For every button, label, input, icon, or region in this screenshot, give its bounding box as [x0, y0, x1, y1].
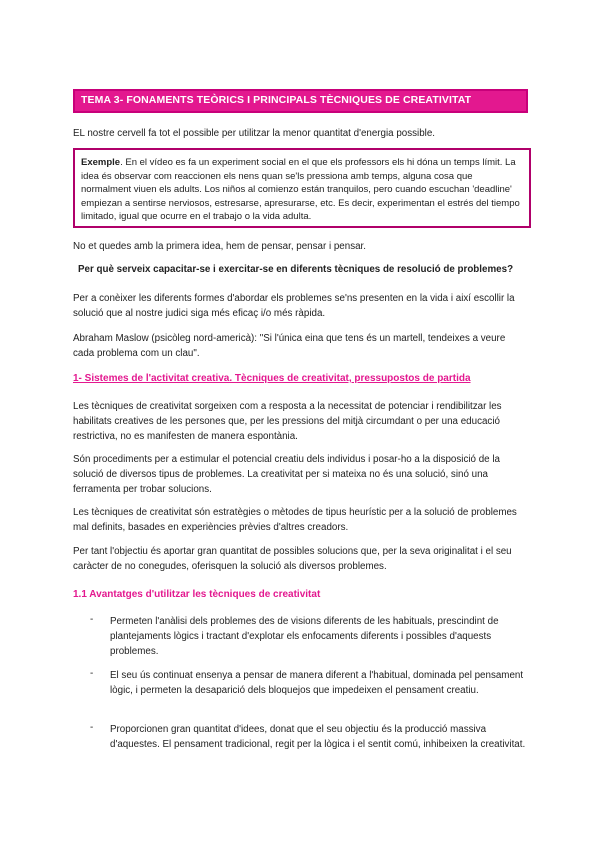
- techniques-paragraph: Les tècniques de creativitat sorgeixen com a resposta a la necessitat de potenciar i rendibilitzar les habilitats creatives de les persones que, per les pressions del mitjà circumdant o per una educació restrictiva, no es manifesten de manera espontània.: [73, 401, 502, 442]
- list-item: Proporcionen gran quantitat d'idees, donat que el seu objectiu és la producció massiva d'aquestes. El pensament tradicional, regit per la lògica i el sentit comú, inhibeixen la creativitat.: [110, 724, 526, 750]
- maslow-paragraph: Abraham Maslow (psicòleg nord-americà): "Si l'única eina que tens és un martell, tendeixes a veure cada problema com un clau".: [73, 333, 506, 359]
- question-heading: Per què serveix capacitar-se i exercitar-se en diferents tècniques de resolució de problemes?: [78, 264, 514, 275]
- procedures-paragraph: Són procediments per a estimular el potencial creatiu dels individus i posar-ho a la disposició de la solució de diversos tipus de problemes. La creativitat per si mateixa no és una solució, sinó una ferramenta per trobar solucions.: [73, 454, 500, 495]
- forms-paragraph: Per a conèixer les diferents formes d'abordar els problemes se'ns presenten en la vida i així escollir la solució que al nostre judici siga més eficaç i/o més ràpida.: [73, 293, 515, 319]
- list-item: El seu ús continuat ensenya a pensar de manera diferent a l'habitual, dominada pel pensament lògic, i permeten la desaparició dels bloquejos que impedeixen el pensament creatiu.: [110, 670, 524, 696]
- intro-paragraph: EL nostre cervell fa tot el possible per utilitzar la menor quantitat d'energia possible.: [73, 128, 436, 139]
- bullet-dash: -: [90, 722, 94, 733]
- example-label: Exemple: [81, 157, 121, 168]
- list-item: Permeten l'anàlisi dels problemes des de visions diferents de les habituals, prescindint de plantejaments lògics i tractant d'explotar els enfocaments diferents i possibles d'aquests problemes.: [110, 616, 499, 657]
- section-1-heading: 1- Sistemes de l'activitat creativa. Tècniques de creativitat, pressupostos de partida: [73, 373, 471, 384]
- subsection-heading: 1.1 Avantatges d'utilitzar les tècniques de creativitat: [73, 589, 321, 600]
- page-title: TEMA 3- FONAMENTS TEÒRICS I PRINCIPALS TÈCNIQUES DE CREATIVITAT: [81, 94, 472, 106]
- title-banner: [73, 89, 528, 113]
- example-box: [73, 148, 531, 228]
- example-text: . En el vídeo es fa un experiment social en el que els professors els hi dóna un temps límit. La idea és observar com reaccionen els nens quan se'ls pressiona amb temps, alguna cosa que normalment viuen els adults. Los niños al comienzo están tranquilos, pero cuando escuchan 'deadline' empiezan a sentirse nerviosos, estresarse, apresurarse, etc. Es decir, experimentan el estrés del tiempo limitado, igual que ocurre en el trabajo o la vida adulta.: [81, 157, 520, 222]
- objective-paragraph: Per tant l'objectiu és aportar gran quantitat de possibles solucions que, per la seva originalitat i el seu caràcter de no conegudes, oferisquen la solució als diversos problemes.: [73, 546, 512, 572]
- first-idea-line: No et quedes amb la primera idea, hem de pensar, pensar i pensar.: [73, 241, 366, 252]
- strategies-paragraph: Les tècniques de creativitat són estratègies o mètodes de tipus heurístic per a la solució de problemes mal definits, basades en experiències prèvies d'altres creadors.: [73, 507, 517, 533]
- bullet-dash: -: [90, 614, 94, 625]
- bullet-dash: -: [90, 668, 94, 679]
